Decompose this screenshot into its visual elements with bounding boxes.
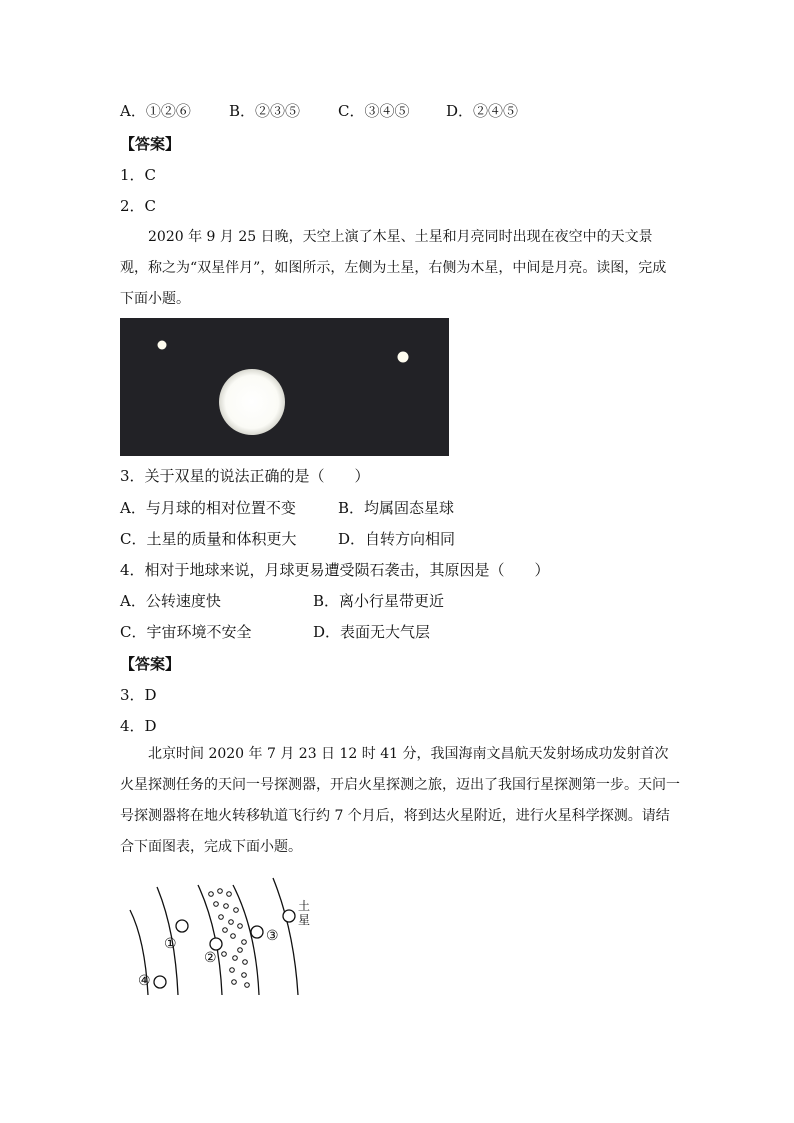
saturn-planet-dot <box>283 910 295 922</box>
question-3-option-b: B．均属固态星球 <box>338 499 455 517</box>
saturn-dot <box>158 341 167 350</box>
answer-item-2: 2．C <box>120 197 157 215</box>
saturn-label-top: 土 <box>298 899 311 913</box>
answer-item-3: 3．D <box>120 686 157 704</box>
label-4: ④ <box>138 973 151 989</box>
answer-header: 【答案】 <box>120 135 181 153</box>
answer-header-2: 【答案】 <box>120 655 181 673</box>
night-sky-photo <box>120 318 449 456</box>
label-3: ③ <box>266 928 279 944</box>
question-4-option-a: A．公转速度快 <box>120 592 221 610</box>
answer-item-1: 1．C <box>120 166 157 184</box>
question-4-stem: 4．相对于地球来说，月球更易遭受陨石袭击，其原因是（ ） <box>120 561 550 579</box>
label-1: ① <box>164 936 177 952</box>
planet-3-dot <box>251 926 263 938</box>
passage-double-star: 2020 年 9 月 25 日晚，天空上演了木星、土星和月亮同时出现在夜空中的天文景观，称之为“双星伴月”，如图所示，左侧为土星，右侧为木星，中间是月亮。读图，完成下面小题。 <box>120 229 667 307</box>
option-d: D．②④⑤ <box>446 102 519 120</box>
question-4-option-c: C．宇宙环境不安全 <box>120 623 252 641</box>
option-c: C．③④⑤ <box>338 102 410 120</box>
saturn-label-bottom: 星 <box>298 913 311 927</box>
question-3-option-c: C．土星的质量和体积更大 <box>120 530 297 548</box>
planet-1-dot <box>176 920 188 932</box>
planet-4-dot <box>154 976 166 988</box>
question-3-option-a: A．与月球的相对位置不变 <box>120 499 296 517</box>
jupiter-dot <box>398 352 409 363</box>
question-3-option-d: D．自转方向相同 <box>338 530 456 548</box>
orbit-line-4 <box>233 885 259 995</box>
question-4-option-b: B．离小行星带更近 <box>313 592 445 610</box>
answer-item-4: 4．D <box>120 717 157 735</box>
label-2: ② <box>204 950 217 966</box>
planet-2-dot <box>210 938 222 950</box>
moon-disc <box>219 369 285 435</box>
question-3-stem: 3．关于双星的说法正确的是（ ） <box>120 467 370 485</box>
option-a: A．①②⑥ <box>120 102 191 120</box>
question-4-option-d: D．表面无大气层 <box>313 623 431 641</box>
option-b: B．②③⑤ <box>229 102 301 120</box>
orbit-diagram <box>120 870 320 1004</box>
passage-tianwen: 北京时间 2020 年 7 月 23 日 12 时 41 分，我国海南文昌航天发射场成功发射首次火星探测任务的天问一号探测器，开启火星探测之旅，迈出了我国行星探测第一步。天问一号探测器将在地火转移轨道飞行约 7 个月后，将到达火星附近，进行火星科学探测。请结合下面图表，完成下面小题。 <box>120 746 680 855</box>
night-sky-graphic <box>120 318 449 456</box>
orbit-diagram-graphic <box>120 870 320 1000</box>
